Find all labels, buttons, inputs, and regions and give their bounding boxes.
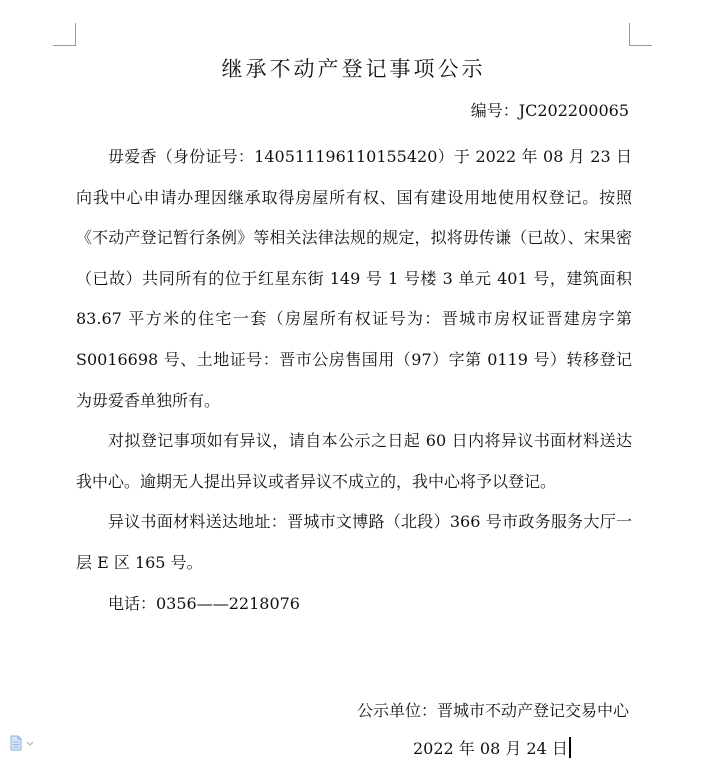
document-title: 继承不动产登记事项公示	[221, 57, 486, 81]
document-number: 编号：JC202200065	[470, 101, 629, 120]
dropdown-arrow-icon	[27, 742, 33, 745]
document-body[interactable]	[76, 137, 632, 624]
paragraph-address: 异议书面材料送达地址：晋城市文博路（北段）366 号市政务服务大厅一层 E 区 165 号。	[76, 512, 632, 572]
signature-date: 2022 年 08 月 24 日	[413, 739, 568, 758]
top-left-corner-mark	[53, 23, 76, 46]
text-cursor	[569, 737, 571, 758]
top-right-corner-mark	[629, 23, 652, 46]
paragraph-phone: 电话：0356——2218076	[108, 593, 300, 613]
signature-date-line	[413, 733, 571, 765]
document-icon[interactable]	[9, 735, 37, 751]
signature-unit: 公示单位：晋城市不动产登记交易中心	[356, 701, 629, 720]
paragraph-objection: 对拟登记事项如有异议，请自本公示之日起 60 日内将异议书面材料送达我中心。逾期无人提出异议或者异议不成立的，我中心将予以登记。	[76, 431, 632, 491]
paragraph-application: 毋爱香（身份证号：140511196110155420）于 2022 年 08 月 23 日向我中心申请办理因继承取得房屋所有权、国有建设用地使用权登记。按照《不动产登记暂行条例》等相关法律法规的规定，拟将毋传谦（已故）、宋果密（已故）共同所有的位于红星东街 149 号 1 号楼 3 单元 401 号，建筑面积 83.67 平方米的住宅一套（房屋所有权证号为：晋城市房权证晋建房字第 S0016698 号、土地证号：晋市公房售国用（97）字第 0119 号）转移登记为毋爱香单独所有。	[76, 147, 632, 410]
